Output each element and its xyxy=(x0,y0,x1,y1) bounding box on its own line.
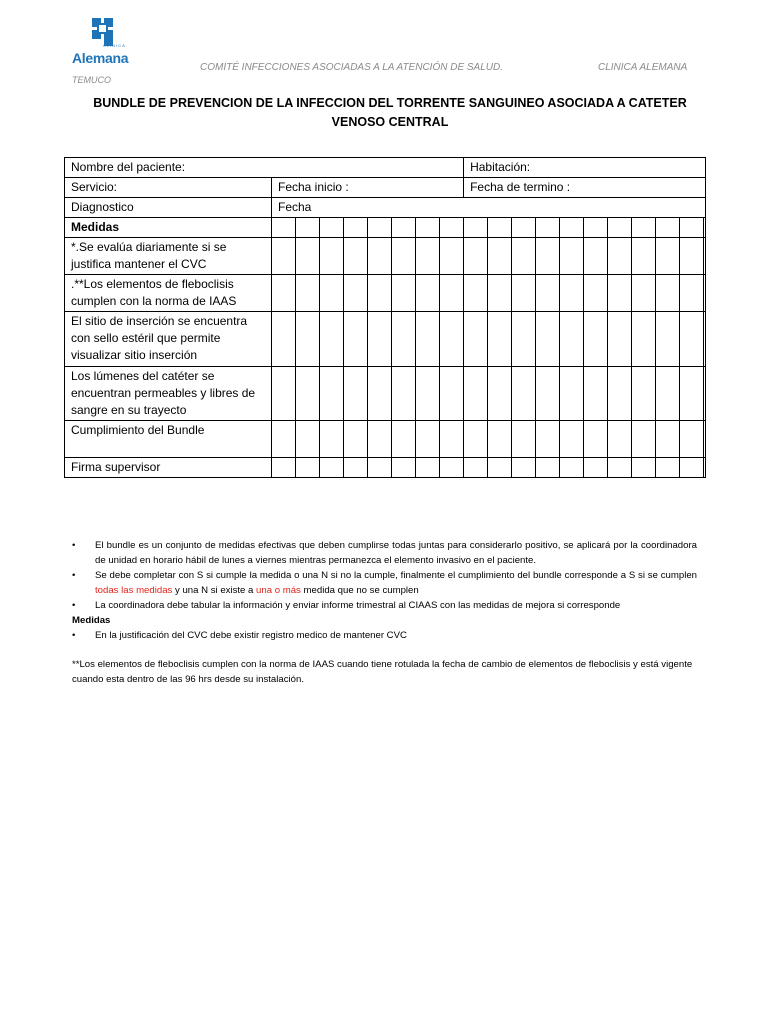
check-cell[interactable] xyxy=(320,367,344,421)
check-cell[interactable] xyxy=(632,367,656,421)
check-cell[interactable] xyxy=(296,312,320,367)
measure-row xyxy=(65,312,706,367)
check-cell[interactable] xyxy=(416,238,440,275)
check-cell[interactable] xyxy=(488,218,512,238)
check-cell[interactable] xyxy=(560,421,584,458)
check-cell[interactable] xyxy=(272,421,296,458)
check-cell[interactable] xyxy=(344,458,368,478)
measures-header-row xyxy=(65,218,706,238)
check-cell[interactable] xyxy=(320,458,344,478)
check-cell[interactable] xyxy=(488,421,512,458)
check-cell[interactable] xyxy=(344,218,368,238)
trailing-cell xyxy=(704,367,706,421)
check-cell[interactable] xyxy=(344,312,368,367)
logo-wordmark: Alemana xyxy=(72,50,129,66)
check-cell[interactable] xyxy=(464,218,488,238)
measure-row xyxy=(65,367,706,421)
measure-2-label: .**Los elementos de fleboclisis cumplen con la norma de IAAS xyxy=(65,275,272,312)
check-cell[interactable] xyxy=(272,458,296,478)
check-cell[interactable] xyxy=(656,218,680,238)
check-cell[interactable] xyxy=(272,312,296,367)
check-cell[interactable] xyxy=(344,367,368,421)
patient-name-label: Nombre del paciente: xyxy=(65,158,464,178)
compliance-label: Cumplimiento del Bundle xyxy=(65,421,272,458)
check-cell[interactable] xyxy=(512,275,536,312)
date-label: Fecha xyxy=(272,198,706,218)
check-cell[interactable] xyxy=(632,218,656,238)
check-cell[interactable] xyxy=(608,367,632,421)
compliance-row xyxy=(65,421,706,458)
bullet-icon: • xyxy=(72,570,76,581)
check-cell[interactable] xyxy=(488,458,512,478)
check-cell[interactable] xyxy=(368,218,392,238)
check-cell[interactable] xyxy=(368,367,392,421)
title-line-1: BUNDLE DE PREVENCION DE LA INFECCION DEL TORRENTE SANGUINEO ASOCIADA A CATETER xyxy=(93,96,687,110)
bullet-icon: • xyxy=(72,540,76,551)
measures-heading: Medidas xyxy=(72,615,111,626)
check-cell[interactable] xyxy=(536,218,560,238)
notes-section xyxy=(72,538,697,687)
check-cell[interactable] xyxy=(296,367,320,421)
check-cell[interactable] xyxy=(440,421,464,458)
check-cell[interactable] xyxy=(536,312,560,367)
check-cell[interactable] xyxy=(368,238,392,275)
check-cell[interactable] xyxy=(440,238,464,275)
check-cell[interactable] xyxy=(584,312,608,367)
check-cell[interactable] xyxy=(392,458,416,478)
measure-1-label: *.Se evalúa diariamente si se justifica mantener el CVC xyxy=(65,238,272,275)
check-cell[interactable] xyxy=(656,312,680,367)
check-cell[interactable] xyxy=(680,238,704,275)
check-cell[interactable] xyxy=(272,218,296,238)
check-cell[interactable] xyxy=(656,367,680,421)
note-bullet-4: • En la justificación del CVC debe existir registro medico de mantener CVC xyxy=(72,630,407,641)
check-cell[interactable] xyxy=(536,367,560,421)
check-cell[interactable] xyxy=(296,275,320,312)
check-cell[interactable] xyxy=(608,275,632,312)
check-cell[interactable] xyxy=(680,275,704,312)
check-cell[interactable] xyxy=(488,312,512,367)
check-cell[interactable] xyxy=(440,312,464,367)
check-cell[interactable] xyxy=(680,458,704,478)
check-cell[interactable] xyxy=(584,367,608,421)
check-cell[interactable] xyxy=(512,238,536,275)
measure-row xyxy=(65,275,706,312)
check-cell[interactable] xyxy=(272,275,296,312)
check-cell[interactable] xyxy=(632,312,656,367)
document-title xyxy=(60,94,720,132)
check-cell[interactable] xyxy=(464,312,488,367)
check-cell[interactable] xyxy=(344,238,368,275)
trailing-cell xyxy=(704,238,706,275)
check-cell[interactable] xyxy=(512,218,536,238)
check-cell[interactable] xyxy=(416,275,440,312)
note-bullet-2: • Se debe completar con S si cumple la medida o una N si no la cumple, finalmente el cumplimiento del bundle corresponde a S si se cumplen todas las medidas y una N si existe a una o más medida que no se cumplen xyxy=(72,570,697,596)
check-cell[interactable] xyxy=(584,218,608,238)
check-cell[interactable] xyxy=(560,367,584,421)
highlight-all-measures: todas las medidas xyxy=(95,585,173,596)
check-cell[interactable] xyxy=(440,218,464,238)
start-date-label: Fecha inicio : xyxy=(272,178,464,198)
check-cell[interactable] xyxy=(560,312,584,367)
check-cell[interactable] xyxy=(368,275,392,312)
trailing-cell xyxy=(704,421,706,458)
city-header: TEMUCO xyxy=(72,75,111,85)
check-cell[interactable] xyxy=(560,218,584,238)
check-cell[interactable] xyxy=(416,312,440,367)
check-cell[interactable] xyxy=(320,275,344,312)
check-cell[interactable] xyxy=(464,458,488,478)
bullet-icon: • xyxy=(72,600,76,611)
check-cell[interactable] xyxy=(560,275,584,312)
title-line-2: VENOSO CENTRAL xyxy=(331,115,449,129)
committee-header: COMITÉ INFECCIONES ASOCIADAS A LA ATENCIÓN DE SALUD. xyxy=(200,62,504,73)
check-cell[interactable] xyxy=(656,238,680,275)
check-cell[interactable] xyxy=(392,275,416,312)
signature-label: Firma supervisor xyxy=(65,458,272,478)
clinic-header: CLINICA ALEMANA xyxy=(598,62,688,73)
check-cell[interactable] xyxy=(536,238,560,275)
check-cell[interactable] xyxy=(392,367,416,421)
check-cell[interactable] xyxy=(584,421,608,458)
measures-label: Medidas xyxy=(65,218,272,238)
check-cell[interactable] xyxy=(416,218,440,238)
check-cell[interactable] xyxy=(584,275,608,312)
footnote: **Los elementos de fleboclisis cumplen con la norma de IAAS cuando tiene rotulada la fecha de cambio de elementos de fleboclisis y está vigente cuando esta dentro de las 96 hrs desde su instalación. xyxy=(72,659,693,685)
check-cell[interactable] xyxy=(488,367,512,421)
measure-3-label: El sitio de inserción se encuentra con sello estéril que permite visualizar sitio inserción xyxy=(65,312,272,367)
check-cell[interactable] xyxy=(536,421,560,458)
check-cell[interactable] xyxy=(464,367,488,421)
check-cell[interactable] xyxy=(392,421,416,458)
check-cell[interactable] xyxy=(656,275,680,312)
check-cell[interactable] xyxy=(320,238,344,275)
check-cell[interactable] xyxy=(512,367,536,421)
check-cell[interactable] xyxy=(272,238,296,275)
check-cell[interactable] xyxy=(464,421,488,458)
check-cell[interactable] xyxy=(440,367,464,421)
check-cell[interactable] xyxy=(656,421,680,458)
check-cell[interactable] xyxy=(392,218,416,238)
check-cell[interactable] xyxy=(584,458,608,478)
service-label: Servicio: xyxy=(65,178,272,198)
check-cell[interactable] xyxy=(464,238,488,275)
bullet-icon: • xyxy=(72,630,76,641)
check-cell[interactable] xyxy=(680,367,704,421)
check-cell[interactable] xyxy=(296,238,320,275)
check-cell[interactable] xyxy=(632,458,656,478)
check-cell[interactable] xyxy=(680,218,704,238)
check-cell[interactable] xyxy=(656,458,680,478)
bundle-form-table xyxy=(64,157,706,478)
check-cell[interactable] xyxy=(320,312,344,367)
check-cell[interactable] xyxy=(512,421,536,458)
check-cell[interactable] xyxy=(296,458,320,478)
diagnosis-label: Diagnostico xyxy=(65,198,272,218)
check-cell[interactable] xyxy=(368,312,392,367)
check-cell[interactable] xyxy=(584,238,608,275)
trailing-cell xyxy=(704,218,706,238)
check-cell[interactable] xyxy=(344,275,368,312)
check-cell[interactable] xyxy=(416,458,440,478)
check-cell[interactable] xyxy=(608,421,632,458)
check-cell[interactable] xyxy=(680,421,704,458)
trailing-cell xyxy=(704,458,706,478)
check-cell[interactable] xyxy=(320,218,344,238)
check-cell[interactable] xyxy=(344,421,368,458)
check-cell[interactable] xyxy=(632,421,656,458)
check-cell[interactable] xyxy=(632,275,656,312)
trailing-cell xyxy=(704,275,706,312)
check-cell[interactable] xyxy=(560,238,584,275)
check-cell[interactable] xyxy=(560,458,584,478)
check-cell[interactable] xyxy=(608,218,632,238)
check-cell[interactable] xyxy=(368,421,392,458)
check-cell[interactable] xyxy=(680,312,704,367)
check-cell[interactable] xyxy=(392,238,416,275)
check-cell[interactable] xyxy=(296,218,320,238)
check-cell[interactable] xyxy=(608,312,632,367)
check-cell[interactable] xyxy=(440,275,464,312)
room-label: Habitación: xyxy=(464,158,706,178)
check-cell[interactable] xyxy=(488,238,512,275)
measure-4-label: Los lúmenes del catéter se encuentran permeables y libres de sangre en su trayecto xyxy=(65,367,272,421)
check-cell[interactable] xyxy=(368,458,392,478)
check-cell[interactable] xyxy=(320,421,344,458)
check-cell[interactable] xyxy=(536,275,560,312)
check-cell[interactable] xyxy=(608,238,632,275)
end-date-label: Fecha de termino : xyxy=(464,178,706,198)
check-cell[interactable] xyxy=(608,458,632,478)
highlight-one-or-more: una o más xyxy=(256,585,301,596)
check-cell[interactable] xyxy=(392,312,416,367)
check-cell[interactable] xyxy=(512,458,536,478)
trailing-cell xyxy=(704,312,706,367)
signature-row xyxy=(65,458,706,478)
check-cell[interactable] xyxy=(440,458,464,478)
logo-small-text: CLINICA xyxy=(103,43,126,48)
check-cell[interactable] xyxy=(536,458,560,478)
check-cell[interactable] xyxy=(416,367,440,421)
check-cell[interactable] xyxy=(632,238,656,275)
note-bullet-3: • La coordinadora debe tabular la información y enviar informe trimestral al CIAAS con las medidas de mejora si corresponde xyxy=(72,600,621,611)
check-cell[interactable] xyxy=(296,421,320,458)
check-cell[interactable] xyxy=(416,421,440,458)
check-cell[interactable] xyxy=(464,275,488,312)
check-cell[interactable] xyxy=(488,275,512,312)
note-bullet-1: • El bundle es un conjunto de medidas efectivas que deben cumplirse todas juntas para considerarlo positivo, se aplicará por la coordinadora de unidad en horario hábil de lunes a viernes mientras permanezca el elemento invasivo en el paciente. xyxy=(72,540,697,566)
measure-row xyxy=(65,238,706,275)
check-cell[interactable] xyxy=(272,367,296,421)
check-cell[interactable] xyxy=(512,312,536,367)
